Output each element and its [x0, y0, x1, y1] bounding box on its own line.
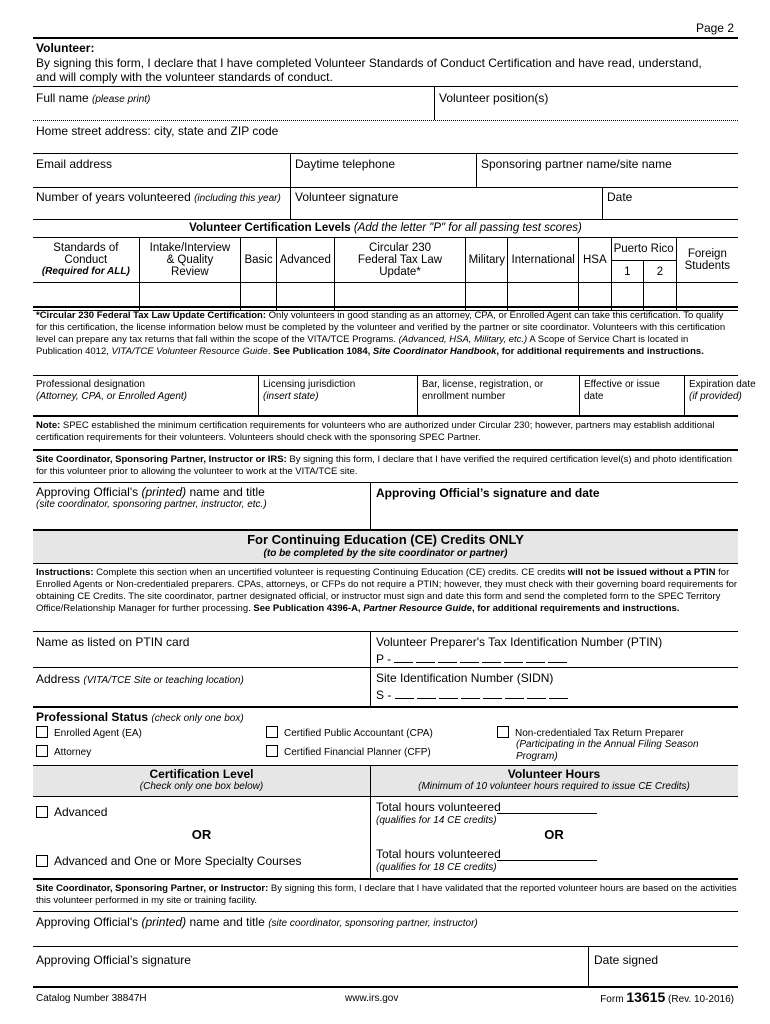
hsa-header: HSA	[579, 238, 612, 283]
puerto-rico-1: 1	[611, 261, 644, 283]
military-header: Military	[466, 238, 508, 283]
soc-header: Standards of Conduct (Required for ALL)	[33, 238, 139, 283]
advanced-specialty-checkbox[interactable]	[36, 855, 48, 867]
approving-official-note: (site coordinator, sponsoring partner, instructor, etc.)	[36, 499, 267, 510]
spec-note: Note: SPEC established the minimum certification requirements for volunteers who are authorized under Circular 230; however, partners may establish additional certification requirements for their volunteers. Volunteers should check with the sponsoring SPEC Partner.	[36, 420, 715, 443]
volunteer-position-label: Volunteer position(s)	[439, 91, 549, 105]
bar-number-label: Bar, license, registration, or enrollment number	[422, 379, 544, 402]
final-official-name-label: Approving Official's (printed) name and title (site coordinator, sponsoring partner, instructor)	[36, 915, 478, 929]
cpa-checkbox[interactable]	[266, 726, 278, 738]
total-hours-14-label: Total hours volunteered	[376, 800, 501, 814]
international-header: International	[508, 238, 579, 283]
foreign-students-header: Foreign Students	[676, 238, 738, 283]
qualifies-18: (qualifies for 18 CE credits)	[376, 862, 497, 873]
advanced-option[interactable]: Advanced	[36, 805, 107, 819]
signature-row-field[interactable]	[33, 219, 738, 220]
full-name-label: Full name (please print)	[36, 91, 151, 105]
home-address-field[interactable]	[33, 153, 738, 154]
total-hours-18-label: Total hours volunteered	[376, 847, 501, 861]
ptin-name-label: Name as listed on PTIN card	[36, 635, 190, 649]
noncredentialed-option[interactable]: Non-credentialed Tax Return Preparer	[497, 726, 684, 739]
ea-option[interactable]: Enrolled Agent (EA)	[36, 726, 142, 739]
approving-official-signature-label: Approving Official’s signature and date	[376, 486, 600, 500]
daytime-phone-label: Daytime telephone	[295, 157, 396, 171]
puerto-rico-2: 2	[644, 261, 677, 283]
ce-title: For Continuing Education (CE) Credits ONLY	[247, 532, 524, 547]
effective-date-label: Effective or issue date	[584, 379, 660, 402]
catalog-number: Catalog Number 38847H	[36, 993, 147, 1004]
or-left: OR	[191, 827, 212, 842]
volunteer-hours-heading: Volunteer Hours	[507, 767, 601, 781]
page-number: Page 2	[695, 21, 734, 35]
or-right: OR	[544, 827, 564, 842]
final-official-name-field[interactable]	[33, 946, 738, 947]
site-coordinator-statement: Site Coordinator, Sponsoring Partner, Instructor or IRS: By signing this form, I declare that I have verified the required certification level(s) and photo identification for this volunteer prior to allowing the volunteer to work at the VITA/TCE site.	[36, 454, 732, 477]
email-label: Email address	[36, 157, 113, 171]
professional-status-label: Professional Status (check only one box)	[36, 710, 244, 724]
final-statement: Site Coordinator, Sponsoring Partner, or Instructor: By signing this form, I declare that I have validated that the reported volunteer hours are based on the activities this volunteer performed in my site or training facility.	[36, 883, 737, 906]
ce-address-label: Address (VITA/TCE Site or teaching location)	[36, 672, 244, 686]
home-address-label: Home street address: city, state and ZIP code	[36, 124, 279, 138]
advanced-header: Advanced	[276, 238, 334, 283]
final-official-signature-label: Approving Official’s signature	[36, 953, 191, 967]
sidn-field[interactable]: S -	[376, 688, 571, 702]
licensing-jurisdiction-label: Licensing jurisdiction (insert state)	[263, 379, 356, 402]
advanced-checkbox[interactable]	[36, 806, 48, 818]
cert-levels-title: Volunteer Certification Levels (Add the letter "P" for all passing test scores)	[189, 222, 582, 234]
circular-note: *Circular 230 Federal Tax Law Update Certification: Only volunteers in good standing as an attorney, CPA, or Enrolled Agent can take this certification. To qualify for this certification, the license information below must be completed by the volunteer and verified by the partner or site coordinator. Volunteers with this certification level can prepare any tax returns that fall within the scope of the VITA/TCE Programs. (Advanced, HSA, Military, etc.) A Scope of Service Chart is located in Publication 4012, VITA/TCE Volunteer Resource Guide. See Publication 1084, Site Coordinator Handbook, for additional requirements and instructions.	[36, 310, 726, 357]
volunteer-heading: Volunteer:	[36, 41, 95, 55]
ce-instructions: Instructions: Complete this section when an uncertified volunteer is requesting Continuing Education (CE) credits. CE credits will not be issued without a PTIN for Enrolled Agents or Non-credentialed preparers. CPAs, attorneys, or CFPs do not require a PTIN; however, they must check with their governing board requirements for obtaining CE Credits. The site coordinator, partner designated official, or instructor must sign and date this form and send the completed form to the SPEC Territory Office/Relationship Manager for further processing. See Publication 4396-A, Partner Resource Guide, for additional requirements and instructions.	[36, 567, 738, 614]
professional-designation-label: Professional designation (Attorney, CPA, or Enrolled Agent)	[36, 379, 187, 402]
basic-header: Basic	[241, 238, 277, 283]
contact-row-field[interactable]	[33, 187, 738, 188]
noncredentialed-note: (Participating in the Annual Filing Season Program)	[516, 739, 699, 762]
total-hours-14-field[interactable]	[497, 813, 597, 814]
attorney-checkbox[interactable]	[36, 745, 48, 757]
total-hours-18-field[interactable]	[497, 860, 597, 861]
full-name-field[interactable]	[33, 120, 738, 121]
form-number: Form 13615 (Rev. 10-2016)	[600, 989, 734, 1005]
circular-header: Circular 230 Federal Tax Law Update*	[334, 238, 466, 283]
years-volunteered-label: Number of years volunteered (including this year)	[36, 190, 281, 204]
cert-levels-table	[33, 237, 738, 311]
date-signed-label: Date signed	[594, 953, 659, 967]
sidn-label: Site Identification Number (SIDN)	[376, 671, 554, 685]
cfp-checkbox[interactable]	[266, 745, 278, 757]
license-row-field[interactable]	[33, 415, 738, 417]
qualifies-14: (qualifies for 14 CE credits)	[376, 815, 497, 826]
ea-checkbox[interactable]	[36, 726, 48, 738]
puerto-rico-header: Puerto Rico	[611, 238, 676, 261]
top-rule	[33, 37, 738, 39]
ptin-label: Volunteer Preparer's Tax Identification Number (PTIN)	[376, 635, 663, 649]
cert-level-note: (Check only one box below)	[139, 781, 264, 792]
cfp-option[interactable]: Certified Financial Planner (CFP)	[266, 745, 431, 758]
ptin-field[interactable]: P -	[376, 652, 570, 666]
final-signature-field[interactable]	[33, 986, 738, 988]
intake-header: Intake/Interview & Quality Review	[139, 238, 241, 283]
attorney-option[interactable]: Attorney	[36, 745, 91, 758]
approving-official-name-label: Approving Official's (printed) name and title	[36, 485, 265, 499]
noncredentialed-checkbox[interactable]	[497, 726, 509, 738]
irs-url[interactable]: www.irs.gov	[345, 993, 399, 1004]
volunteer-date-label: Date	[607, 190, 633, 204]
cert-level-heading: Certification Level	[149, 767, 254, 781]
sponsoring-partner-label: Sponsoring partner name/site name	[481, 157, 672, 171]
cpa-option[interactable]: Certified Public Accountant (CPA)	[266, 726, 433, 739]
expiration-date-label: Expiration date (if provided)	[689, 379, 756, 402]
ce-subtitle: (to be completed by the site coordinator or partner)	[263, 548, 508, 559]
volunteer-statement: By signing this form, I declare that I have completed Volunteer Standards of Conduct Certification and have read, understand, and will comply with the volunteer standards of conduct.	[36, 56, 702, 84]
volunteer-hours-note: (Minimum of 10 volunteer hours required to issue CE Credits)	[418, 781, 690, 792]
advanced-specialty-option[interactable]: Advanced and One or More Specialty Courses	[36, 854, 301, 868]
volunteer-signature-label: Volunteer signature	[295, 190, 399, 204]
